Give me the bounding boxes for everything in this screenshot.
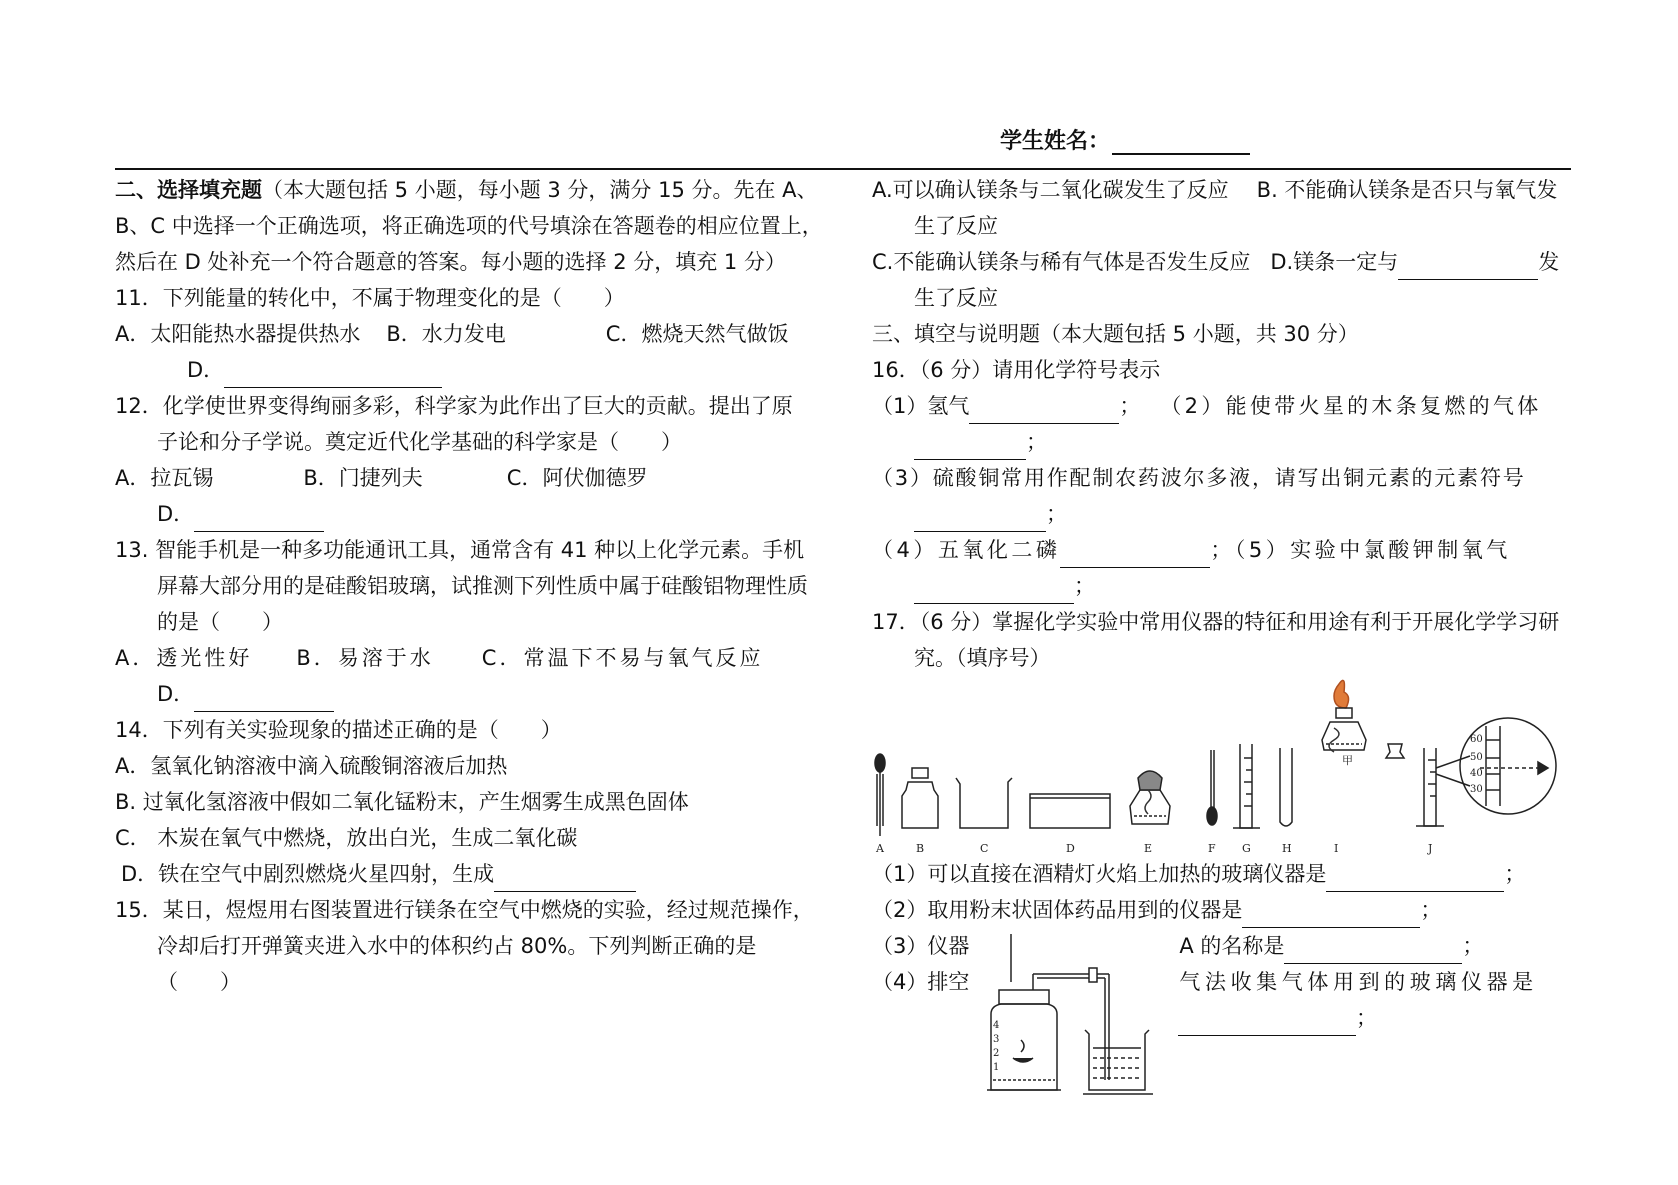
q12-stem-2: 子论和分子学说。奠定近代化学基础的科学家是（ ） <box>157 430 682 454</box>
svg-text:E: E <box>1144 842 1153 855</box>
left-column <box>115 172 823 1000</box>
bottle-stopper <box>999 990 1049 1004</box>
q11-stem: 11．下列能量的转化中，不属于物理变化的是（ ） <box>115 286 625 310</box>
q12-option-b: B．门捷列夫 <box>303 466 423 490</box>
q17-stem-1: 17．（6 分）掌握化学实验中常用仪器的特征和用途有利于开展化学学习研 <box>872 610 1560 634</box>
q14-d-blank[interactable] <box>494 867 636 892</box>
svg-text:30: 30 <box>1470 784 1483 795</box>
svg-text:40: 40 <box>1470 768 1483 779</box>
q13-option-c: C．常温下不易与氧气反应 <box>481 646 764 670</box>
test-tube-instrument <box>1280 748 1292 826</box>
q15-option-a: A.可以确认镁条与二氧化碳发生了反应 <box>872 178 1229 202</box>
q16-4-blank[interactable] <box>1060 543 1210 568</box>
q15-option-b: B. 不能确认镁条是否只与氧气发 <box>1256 178 1558 202</box>
svg-text:B: B <box>916 842 925 855</box>
svg-text:D: D <box>1066 842 1075 855</box>
q14-option-a: A．氢氧化钠溶液中滴入硫酸铜溶液后加热 <box>115 754 508 778</box>
q11-option-b: B．水力发电 <box>386 322 506 346</box>
svg-text:J: J <box>1428 842 1433 855</box>
q13-option-b: B．易溶于水 <box>296 646 434 670</box>
spring-clip <box>1089 968 1097 982</box>
svg-text:甲: 甲 <box>1342 754 1353 767</box>
q17-sub4: （4）排空 气法收集气体用到的玻璃仪器是 <box>872 970 1538 994</box>
q17-3-blank[interactable] <box>1284 939 1462 964</box>
q12-option-a: A．拉瓦锡 <box>115 466 214 490</box>
q15-option-d-cont: 生了反应 <box>914 286 998 310</box>
svg-text:50: 50 <box>1470 752 1483 763</box>
q17-1-blank[interactable] <box>1326 867 1504 892</box>
svg-text:2: 2 <box>993 1048 1000 1059</box>
section2-intro-line1: 二、选择填充题（本大题包括 5 小题，每小题 3 分，满分 15 分。先在 A、 <box>115 178 818 202</box>
svg-text:I: I <box>1334 842 1339 855</box>
q17-stem-2: 究。（填序号） <box>914 646 1051 670</box>
q14-option-b: B. 过氧化氢溶液中假如二氧化锰粉末，产生烟雾生成黑色固体 <box>115 790 689 814</box>
q15-stem-2: 冷却后打开弹簧夹进入水中的体积约占 80%。下列判断正确的是 <box>157 934 757 958</box>
svg-text:3: 3 <box>993 1034 1000 1045</box>
q16-line5: （4）五氧化二磷 ；（5）实验中氯酸钾制氧气 <box>872 532 1572 568</box>
right-column <box>872 172 1572 676</box>
q13-d-blank[interactable] <box>194 687 334 712</box>
beaker-instrument <box>956 778 1012 828</box>
q15-d-blank[interactable] <box>1398 255 1538 280</box>
lab-instruments-figure <box>868 678 1588 856</box>
q15-options-cd: C.不能确认镁条与稀有气体是否发生反应 D.镁条一定与 发 <box>872 244 1572 280</box>
q13-options <box>115 640 815 676</box>
q16-5-blank[interactable] <box>914 579 1074 604</box>
q17-subquestions <box>872 856 1572 1036</box>
alcohol-lamp-instrument <box>1130 771 1170 824</box>
svg-text:G: G <box>1242 842 1251 855</box>
q12-d-blank[interactable] <box>194 507 324 532</box>
svg-text:F: F <box>1208 842 1216 855</box>
q16-line3: （3）硫酸铜常用作配制农药波尔多液，请写出铜元素的元素符号 <box>872 466 1526 490</box>
q15-option-b-cont: 生了反应 <box>914 214 998 238</box>
q11-options <box>115 316 815 352</box>
graduated-cylinder-instrument <box>1233 744 1260 828</box>
svg-text:A: A <box>876 842 884 855</box>
section2-title: 二、选择填充题 <box>115 178 262 202</box>
q13-option-d: D． <box>115 676 815 712</box>
q17-sub3: （3）仪器 A 的名称是 ； <box>872 928 1572 964</box>
section2-intro-line2: B、C 中选择一个正确选项，将正确选项的代号填涂在答题卷的相应位置上， <box>115 214 823 238</box>
q15-options-ab <box>872 172 1572 208</box>
student-name-label: 学生姓名： <box>1000 129 1111 154</box>
q17-sub2: （2）取用粉末状固体药品用到的仪器是 ； <box>872 892 1572 928</box>
q17-sub4-cont: ； <box>872 1000 1572 1036</box>
lamp-with-flame-instrument <box>1322 680 1366 752</box>
q11-option-d: D． <box>115 352 815 388</box>
q11-option-a: A．太阳能热水器提供热水 <box>115 322 361 346</box>
q13-stem-1: 13. 智能手机是一种多功能通讯工具，通常含有 41 种以上化学元素。手机 <box>115 538 805 562</box>
q14-option-c: C． 木炭在氧气中燃烧，放出白光，生成二氧化碳 <box>115 826 578 850</box>
small-vessel-instrument <box>1386 744 1404 758</box>
q16-2-blank[interactable] <box>914 435 1026 460</box>
svg-text:1: 1 <box>993 1062 1000 1073</box>
water-beaker <box>1085 1030 1149 1090</box>
magnesium-combustion-apparatus <box>985 930 1165 1100</box>
q12-option-d: D． <box>115 496 815 532</box>
q11-d-blank[interactable] <box>224 363 442 388</box>
measuring-cylinder-instrument <box>1416 718 1556 826</box>
q14-stem: 14．下列有关实验现象的描述正确的是（ ） <box>115 718 562 742</box>
bottle-scale-labels <box>993 1020 999 1073</box>
q15-option-c: C.不能确认镁条与稀有气体是否发生反应 <box>872 250 1251 274</box>
section2-intro-line3: 然后在 D 处补充一个符合题意的答案。每小题的选择 2 分，填充 1 分） <box>115 250 786 274</box>
q16-line4: ； <box>872 496 1572 532</box>
instrument-labels <box>875 734 1483 855</box>
q12-option-c: C．阿伏伽德罗 <box>506 466 648 490</box>
dropper-instrument <box>875 754 885 836</box>
q16-1-blank[interactable] <box>969 399 1119 424</box>
svg-text:4: 4 <box>993 1020 1000 1031</box>
svg-text:H: H <box>1282 842 1292 855</box>
q12-options <box>115 460 815 496</box>
q13-stem-3: 的是（ ） <box>157 610 283 634</box>
q15-option-d: D.镁条一定与 <box>1270 250 1399 274</box>
q16-stem: 16．（6 分）请用化学符号表示 <box>872 358 1161 382</box>
q17-4-blank[interactable] <box>1178 1011 1356 1036</box>
student-name-blank[interactable] <box>1112 131 1250 155</box>
q15-stem-1: 15．某日，煜煜用右图装置进行镁条在空气中燃烧的实验，经过规范操作， <box>115 898 814 922</box>
q16-line6: ； <box>872 568 1572 604</box>
q15-stem-3: （ ） <box>157 970 241 994</box>
student-name-field <box>1000 124 1250 155</box>
q13-stem-2: 屏幕大部分用的是硅酸铝玻璃，试推测下列性质中属于硅酸铝物理性质 <box>157 574 808 598</box>
q17-2-blank[interactable] <box>1242 903 1420 928</box>
q11-option-c: C．燃烧天然气做饭 <box>605 322 789 346</box>
svg-text:60: 60 <box>1470 734 1483 745</box>
q16-3-blank[interactable] <box>914 507 1046 532</box>
section3-title: 三、填空与说明题（本大题包括 5 小题，共 30 分） <box>872 322 1359 346</box>
q17-sub1: （1）可以直接在酒精灯火焰上加热的玻璃仪器是 ； <box>872 856 1572 892</box>
q16-line2: ； <box>872 424 1572 460</box>
header-rule <box>115 168 1571 170</box>
q13-option-a: A．透光性好 <box>115 646 253 670</box>
q12-stem-1: 12．化学使世界变得绚丽多彩，科学家为此作出了巨大的贡献。提出了原 <box>115 394 793 418</box>
q16-line1: （1）氢气 ； （2）能使带火星的木条复燃的气体 <box>872 388 1572 424</box>
svg-text:C: C <box>980 842 989 855</box>
wide-mouth-bottle-instrument <box>902 768 938 828</box>
trough-instrument <box>1030 794 1110 828</box>
q14-option-d: D．铁在空气中剧烈燃烧火星四射，生成 <box>115 856 815 892</box>
spatula-instrument <box>1207 750 1217 825</box>
